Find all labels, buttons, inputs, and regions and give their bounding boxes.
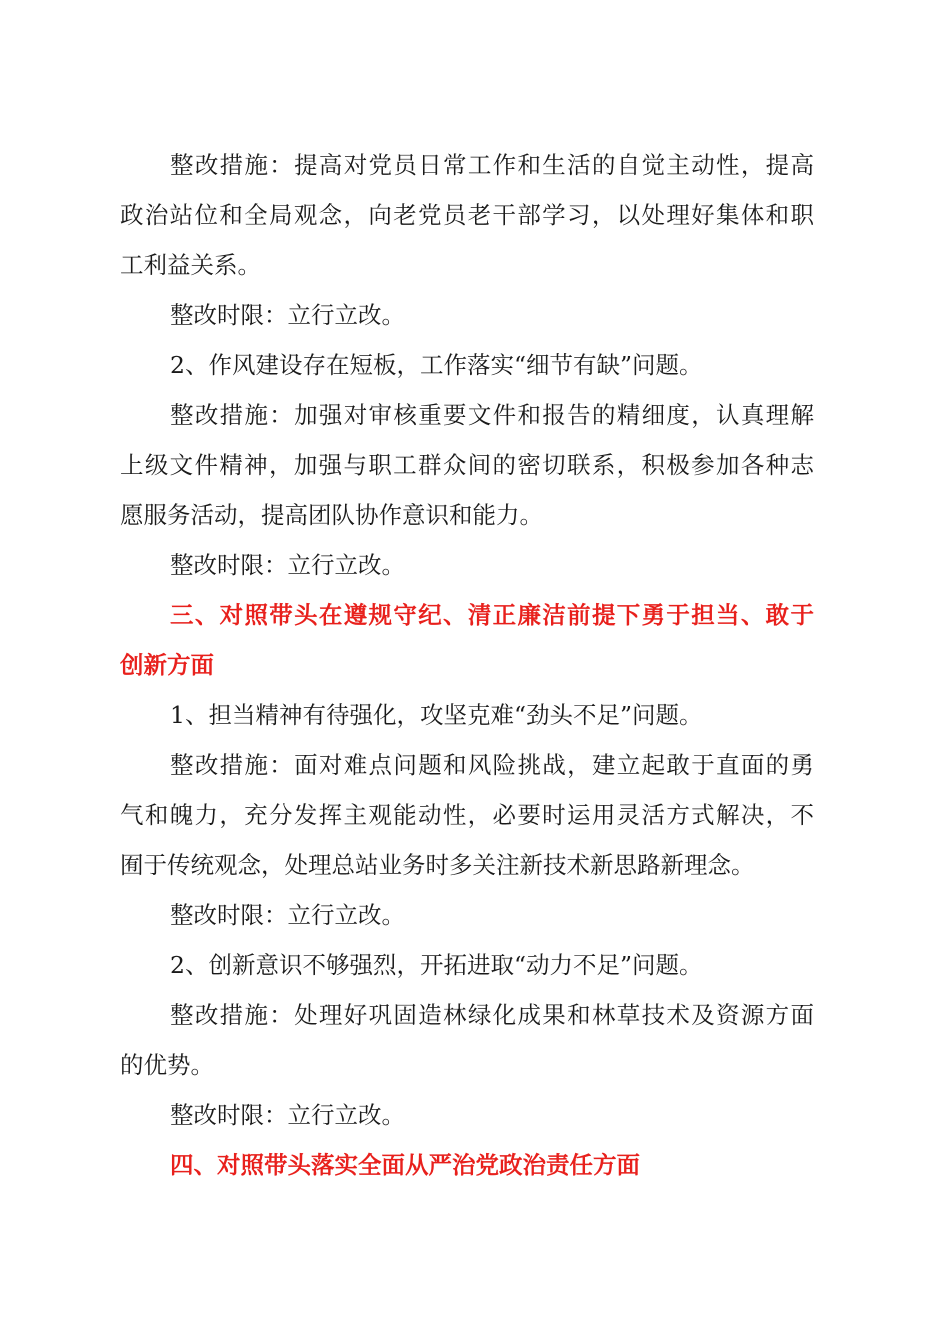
issue-3-2: 2、创新意识不够强烈，开拓进取“动力不足”问题。 (170, 951, 703, 979)
measure-paragraph-3-line-3: 囿于传统观念，处理总站业务时多关注新技术新思路新理念。 (120, 851, 755, 879)
issue-2-2: 2、作风建设存在短板，工作落实“细节有缺”问题。 (170, 351, 703, 379)
measure-paragraph-1-line-1: 整改措施：提高对党员日常工作和生活的自觉主动性，提高 (170, 151, 814, 179)
measure-paragraph-2-line-2: 上级文件精神，加强与职工群众间的密切联系，积极参加各种志 (120, 451, 814, 479)
issue-3-1: 1、担当精神有待强化，攻坚克难“劲头不足”问题。 (170, 701, 703, 729)
measure-paragraph-1-line-2: 政治站位和全局观念，向老党员老干部学习，以处理好集体和职 (120, 201, 814, 229)
deadline-4: 整改时限：立行立改。 (170, 1101, 405, 1129)
measure-paragraph-1-line-3: 工利益关系。 (120, 251, 261, 279)
measure-paragraph-3-line-1: 整改措施：面对难点问题和风险挑战，建立起敢于直面的勇 (170, 751, 814, 779)
deadline-3: 整改时限：立行立改。 (170, 901, 405, 929)
section-heading-3-line-1: 三、对照带头在遵规守纪、清正廉洁前提下勇于担当、敢于 (170, 601, 814, 629)
section-heading-3-line-2: 创新方面 (120, 651, 214, 679)
measure-paragraph-3-line-2: 气和魄力，充分发挥主观能动性，必要时运用灵活方式解决，不 (120, 801, 814, 829)
deadline-2: 整改时限：立行立改。 (170, 551, 405, 579)
measure-paragraph-2-line-1: 整改措施：加强对审核重要文件和报告的精细度，认真理解 (170, 401, 814, 429)
measure-paragraph-4-line-2: 的优势。 (120, 1051, 214, 1079)
measure-paragraph-4-line-1: 整改措施：处理好巩固造林绿化成果和林草技术及资源方面 (170, 1001, 814, 1029)
section-heading-4: 四、对照带头落实全面从严治党政治责任方面 (170, 1151, 640, 1179)
deadline-1: 整改时限：立行立改。 (170, 301, 405, 329)
measure-paragraph-2-line-3: 愿服务活动，提高团队协作意识和能力。 (120, 501, 543, 529)
